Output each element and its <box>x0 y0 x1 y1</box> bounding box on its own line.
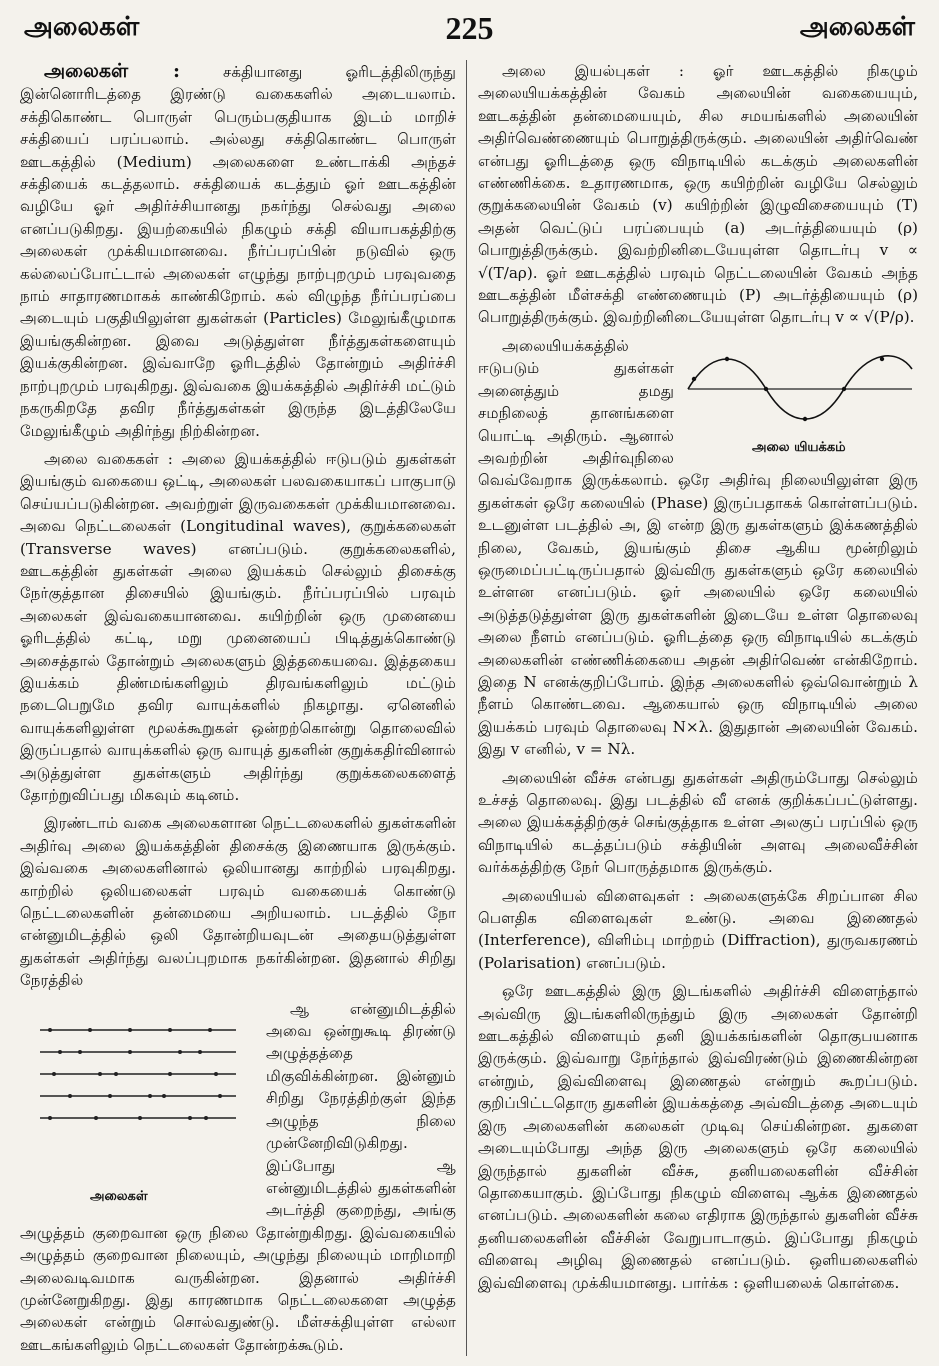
left-column <box>20 60 456 1358</box>
page-number: 225 <box>445 10 494 46</box>
wave-properties-paragraph: அலை இயல்புகள் : ஓர் ஊடகத்தில் நிகழும் அலையியக்கத்தின் வேகம் அலையின் வகையையும், ஊடகத்தின் தன்மையையும், சில சமயங்களில் அலையின் அதிர்வெண்ணையும் பொறுத்திருக்கும். அலையின் அதிர்வெண் என்பது ஓரிடத்தை ஒரு விநாடியில் கடக்கும் அலைகளின் எண்ணிக்கை. உதாரணமாக, ஒரு கயிற்றின் வழியே செல்லும் குறுக்கலையின் வேகம் (v) கயிற்றின் இழுவிசையையும் (T) அதன் வெட்டுப் பரப்பையும் (a) அடர்த்தியையும் (ρ) பொறுத்திருக்கும். இவற்றினிடையேயுள்ள தொடர்பு v ∝ √(T/aρ). ஓர் ஊடகத்தில் பரவும் நெட்டலையின் வேகம் அந்த ஊடகத்தின் மீள்சக்தி எண்ணையும் (P) அடர்த்தியையும் (ρ) பொறுத்திருக்கும். இவற்றினிடையேயுள்ள தொடர்பு v ∝ √(P/ρ). <box>478 62 918 327</box>
running-head-left: அலைகள் <box>24 12 140 42</box>
running-head-right: அலைகள் <box>799 12 915 42</box>
intro-paragraph: அலைகள் : சக்தியானது ஓரிடத்திலிருந்து இன்னொரிடத்தை இரண்டு வகைகளில் அடையலாம். சக்திகொண்ட பொருள் பெரும்பகுதியாக இடம் மாறிச் சக்தியைப் பரப்பலாம். அல்லது சக்திகொண்ட பொருள் ஊடகத்தில் (Medium) அலைகளை உண்டாக்கி அந்தச் சக்தியைக் கடத்தலாம். சக்தியைக் கடத்தும் ஓர் ஊடகத்தின் வழியே ஓர் அதிர்ச்சியானது நகர்ந்து செல்வது அலை எனப்படுகிறது. இயற்கையில் நிகழும் சக்தி வியாபகத்திற்கு அலைகள் முக்கியமானவை. நீர்ப்பரப்பின் நடுவில் ஒரு கல்லைப்போட்டால் அலைகள் எழுந்து நாற்புறமும் பரவுவதை நாம் சாதாரணமாகக் காண்கிறோம். கல் விழுந்த நீர்ப்பரப்பை அடையும் பகுதியிலுள்ள துகள்கள் (Particles) மேலுங்கீழுமாக இயங்குகின்றன. இவை அடுத்துள்ள நீர்த்துகள்களையும் இயக்குகின்றன. இவ்வாறே ஓரிடத்தில் தோன்றும் அதிர்ச்சி நாற்புறமும் பரவுகிறது. இவ்வகை இயக்கத்தில் அதிர்ச்சி மட்டும் நகருகிறதே தவிர நீர்த்துகள்கள் இருந்த இடத்திலேயே மேலுங்கீழும் அதிர்ந்து நிற்கின்றன. <box>20 60 456 440</box>
page-header <box>18 10 921 50</box>
longitudinal-paragraph: இரண்டாம் வகை அலைகளான நெட்டலைகளில் துகள்களின் அதிர்வு அலை இயக்கத்தின் திசைக்கு இணையாக இருக்கும். இவ்வகை அலைகளினால் ஒலியானது காற்றில் பரவுகிறது. காற்றில் ஒலியலைகள் பரவும் வகையைக் கொண்டு நெட்டலைகளின் தன்மையை அறியலாம். படத்தில் நோ என்னுமிடத்தில் ஒலி தோன்றியவுடன் அதையடுத்துள்ள துகள்கள் அதிர்ந்து வலப்புறமாக நகர்கின்றன. இதனால் சிறிது நேரத்தில் <box>20 814 456 990</box>
longitudinal-figure-caption: அலைகள் <box>90 1188 148 1204</box>
wave-motion-diagram <box>682 339 918 435</box>
right-column <box>478 60 918 1358</box>
interference-paragraph: ஒரே ஊடகத்தில் இரு இடங்களில் அதிர்ச்சி விளைந்தால் அவ்விரு இடங்களிலிருந்தும் இரு அலைகள் தோன்றி ஊடகத்தில் விளையும் தனி இயக்கங்களின் தொகுபயனாக இருக்கும். இவ்வாறு நேர்ந்தால் இவ்விரண்டும் இணைகின்றன என்றும், இவ்விளைவு இணைதல் என்றும் கூறப்படும். குறிப்பிட்டதொரு துகளின் இயக்கத்தை அவ்விடத்தை அடையும் இரு அலைகளின் கலைகள் முடிவு செய்கின்றன. துகளை அடையும்போது அந்த இரு அலைகளும் ஒரே கலையில் இருந்தால் துகளின் வீச்சு, தனியலைகளின் வீச்சின் தொகையாகும். இப்போது நிகழும் விளைவு ஆக்க இணைதல் எனப்படும். அலைகளின் கலை எதிராக இருந்தால் துகளின் வீச்சு தனியலைகளின் வீச்சின் வேறுபாடாகும். இப்போது நிகழும் விளைவு அழிவு இணைதல் எனப்படும். ஒளியலைகளில் இவ்விளைவு முக்கியமானது. பார்க்க : ஒளியலைக் கொள்கை. <box>478 982 918 1292</box>
compression-paragraph: ஆ என்னுமிடத்தில் அவை ஒன்றுகூடி திரண்டு அழுத்தத்தை மிகுவிக்கின்றன. இன்னும் சிறிது நேரத்திற்குள் இந்த அழுந்த நிலை முன்னேறிவிடுகிறது. இப்போது ஆ என்னுமிடத்தில் துகள்களின் அடர்த்தி குறைந்து, அங்கு அழுத்தம் குறைவான ஒரு நிலை தோன்றுகிறது. இவ்வகையில் அழுத்தம் குறைவான நிலையும், அழுந்து நிலையும் மாறிமாறி அலைவடிவமாக வருகின்றன. இதனால் அதிர்ச்சி முன்னேறுகிறது. இது காரணமாக நெட்டலைகளை அழுத்த அலைகள் என்றும் சொல்வதுண்டு. மீள்சக்தியுள்ள எல்லா ஊடகங்களிலும் நெட்டலைகள் தோன்றக்கூடும். <box>20 999 456 1354</box>
longitudinal-wave-diagram <box>20 1008 256 1188</box>
column-divider <box>466 60 467 1356</box>
phase-paragraph: அலையியக்கத்தில் ஈடுபடும் துகள்கள் அனைத்தும் தமது சமநிலைத் தானங்களை யொட்டி அதிரும். ஆனால் அவற்றின் அதிர்வுநிலை வெவ்வேறாக இருக்கலாம். ஒரே அதிர்வு நிலையிலுள்ள இரு துகள்கள் ஒரே கலையில் (Phase) இருப்பதாகக் கொள்ளப்படும். உடனுள்ள படத்தில் அ, இ என்ற இரு துகள்களும் இக்கணத்தில் நிலை, வேகம், இயங்கும் திசை ஆகிய மூன்றிலும் ஒருமைப்பட்டிருப்பதால் இவ்விரு துகள்களும் ஒரே கலையில் உள்ளன எனப்படும். ஓர் அலையில் ஒரே கலையில் அடுத்தடுத்துள்ள இரு துகள்களின் இடையே உள்ள தொலைவு அலை நீளம் எனப்படும். ஓரிடத்தை ஒரு விநாடியில் கடக்கும் அலைகளின் எண்ணிக்கையை அதன் அதிர்வெண் என்கிறோம். இதை N எனக்குறிப்போம். இந்த அலைகளில் ஒவ்வொன்றும் λ நீளம் கொண்டவை. ஆகையால் ஒரு விநாடியில் அலை இயக்கம் பரவும் தொலைவு N×λ. இதுதான் அலையின் வேகம். இது v எனில், v = Nλ. <box>478 336 918 759</box>
longitudinal-wave-figure <box>20 1002 256 1212</box>
amplitude-paragraph: அலையின் வீச்சு என்பது துகள்கள் அதிரும்போது செல்லும் உச்சத் தொலைவு. இது படத்தில் வீ எனக் குறிக்கப்பட்டுள்ளது. அலை இயக்கத்திற்குச் செங்குத்தாக உள்ள அலகுப் பரப்பில் ஒரு விநாடியில் கடத்தப்படும் சக்தியின் அளவு அலைவீச்சின் வர்க்கத்திற்கு நேர் பொருத்தமாக இருக்கும். <box>478 768 918 877</box>
wave-effects-paragraph: அலையியல் விளைவுகள் : அலைகளுக்கே சிறப்பான சில பௌதிக விளைவுகள் உண்டு. அவை இணைதல் (Interference), விளிம்பு மாற்றம் (Diffraction), துருவகரணம் (Polarisation) எனப்படும். <box>478 886 918 972</box>
wave-motion-figure <box>682 339 918 459</box>
wave-motion-caption: அலை யியக்கம் <box>752 439 846 455</box>
entry-heading: அலைகள் : <box>44 60 180 82</box>
wave-types-paragraph: அலை வகைகள் : அலை இயக்கத்தில் ஈடுபடும் துகள்கள் இயங்கும் வகையை ஒட்டி, அலைகள் பலவகையாகப் பாகுபாடு செய்யப்படுகின்றன. அவற்றுள் இருவகைகள் முக்கியமானவை. அவை நெட்டலைகள் (Longitudinal waves), குறுக்கலைகள் (Transverse waves) எனப்படும். குறுக்கலைகளில், ஊடகத்தின் துகள்கள் அலை இயக்கம் செல்லும் திசைக்கு நேர்குத்தான திசையில் இயங்கும். நீர்ப்பரப்பில் பரவும் அலைகள் இவ்வகையானவை. கயிற்றின் ஒரு முனையை ஓரிடத்தில் கட்டி, மறு முனையைப் பிடித்துக்கொண்டு அசைத்தால் தோன்றும் அலைகளும் இத்தகையவை. இத்தகைய இயக்கம் திண்மங்களிலும் திரவங்களிலும் மட்டும் நடைபெறுமே தவிர வாயுக்களில் நிகழாது. ஏனெனில் வாயுக்களிலுள்ள மூலக்கூறுகள் ஒன்றற்கொன்று தொலைவில் இருப்பதால் வாயுக்களில் ஒரு வாயுத் துகளின் குறுக்கதிர்வினால் அடுத்துள்ள துகள்களும் அதிர்ந்து குறுக்கலைகளைத் தோற்றுவிப்பது மிகவும் கடினம். <box>20 449 456 804</box>
